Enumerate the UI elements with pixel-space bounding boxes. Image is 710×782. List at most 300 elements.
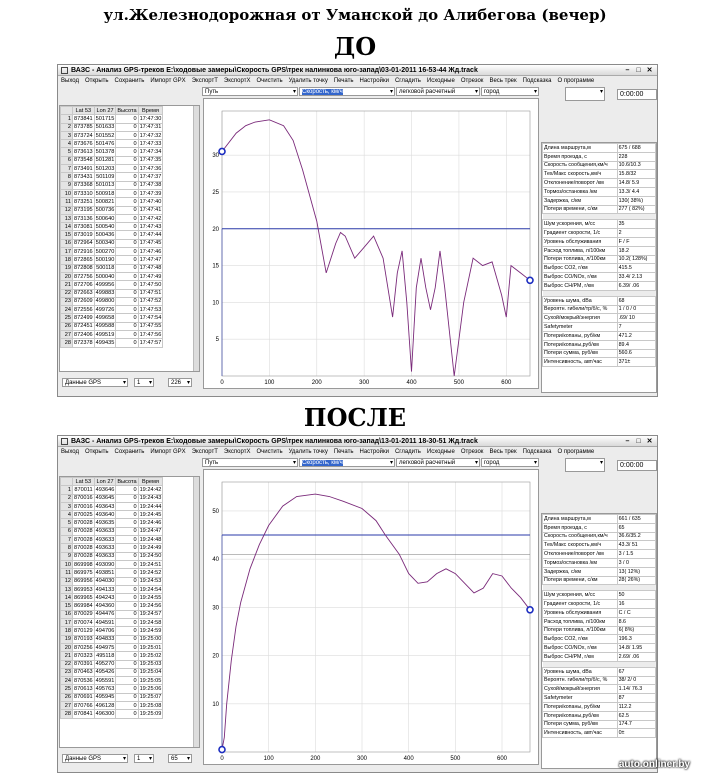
table-row[interactable] [61,569,163,577]
grid-cell[interactable]: 17:47:44 [139,232,162,239]
grid-cell[interactable]: 500340 [95,240,115,247]
grid-cell[interactable]: 499956 [95,281,115,288]
table-row[interactable] [61,660,163,668]
grid-cell[interactable]: 869998 [74,561,93,568]
grid-cell[interactable]: 0 [116,198,138,206]
table-row[interactable] [61,560,163,568]
grid-cell[interactable]: 873136 [74,215,93,222]
menu-item[interactable]: Настройки [359,449,389,455]
grid-cell[interactable]: 17:47:42 [139,215,162,222]
table-row[interactable] [61,148,163,156]
grid-cell[interactable]: 0 [116,214,138,222]
table-row[interactable] [61,131,163,139]
grid-cell[interactable]: 873081 [74,223,93,230]
table-row[interactable] [61,206,163,214]
grid-cell[interactable]: 500540 [95,223,115,230]
table-row[interactable] [61,256,163,264]
grid-cell[interactable]: 500436 [95,232,115,239]
y-axis-dropdown[interactable] [299,87,395,96]
grid-cell[interactable]: 501552 [95,132,115,139]
grid-cell[interactable]: 0 [116,331,138,339]
table-row[interactable] [61,643,163,651]
grid-cell[interactable]: 870536 [74,677,93,684]
start-marker[interactable] [219,148,225,154]
grid-cell[interactable]: 0 [116,223,138,231]
table-row[interactable] [61,519,163,527]
menu-item[interactable]: Отрезок [460,449,484,455]
table-row[interactable] [61,652,163,660]
grid-cell[interactable]: 19:24:53 [139,578,162,585]
menu-item[interactable]: Выход [61,449,79,455]
grid-cell[interactable]: 19:24:57 [139,611,162,618]
grid-cell[interactable]: 501013 [95,182,115,189]
grid-cell[interactable]: 0 [116,123,138,131]
table-row[interactable] [61,140,163,148]
menu-item[interactable]: Подсказка [522,78,552,84]
grid-cell[interactable]: 495270 [95,661,115,668]
table-row[interactable] [61,223,163,231]
grid-cell[interactable]: 17:47:51 [139,290,162,297]
grid-cell[interactable]: 870028 [74,545,93,552]
grid-column-header[interactable]: Время [138,478,163,486]
menu-item[interactable]: ЭкспортX [223,78,251,84]
table-row[interactable] [61,322,163,330]
grid-cell[interactable]: 19:25:00 [139,636,162,643]
end-marker[interactable] [527,607,533,613]
menu-item[interactable]: Отрезок [460,78,484,84]
grid-cell[interactable]: 494360 [95,603,115,610]
grid-cell[interactable]: 0 [116,231,138,239]
grid-cell[interactable]: 17:47:39 [139,190,162,197]
grid-cell[interactable]: 0 [116,619,138,627]
grid-column-header[interactable]: Высота [117,107,137,114]
grid-cell[interactable]: 499800 [95,298,115,305]
table-row[interactable] [61,231,163,239]
grid-column-header[interactable]: Время [138,107,163,115]
table-row[interactable] [61,239,163,247]
grid-cell[interactable]: 493643 [95,503,115,510]
menu-item[interactable]: Выход [61,78,79,84]
table-row[interactable] [61,635,163,643]
maximize-button[interactable]: □ [636,67,641,74]
grid-cell[interactable]: 19:24:45 [139,511,162,518]
grid-cell[interactable]: 872451 [74,323,93,330]
grid-cell[interactable]: 0 [116,577,138,585]
grid-cell[interactable]: 0 [116,527,138,535]
menu-item[interactable]: ЭкспортТ [191,449,218,455]
table-row[interactable] [61,297,163,305]
table-row[interactable] [61,710,163,718]
grid-cell[interactable]: 0 [116,181,138,189]
menu-item[interactable]: Очистить [256,78,283,84]
grid-cell[interactable]: 17:47:37 [139,174,162,181]
calc-mode-dropdown[interactable]: легковой расчетный ▾ [396,87,480,96]
grid-cell[interactable]: 870691 [74,694,93,701]
time-field[interactable]: 0:00:00 [617,460,657,471]
grid-cell[interactable]: 19:24:52 [139,569,162,576]
grid-cell[interactable]: 493640 [95,511,115,518]
grid-cell[interactable]: 870463 [74,669,93,676]
table-row[interactable] [61,264,163,272]
grid-cell[interactable]: 17:47:57 [139,339,162,346]
grid-cell[interactable]: 17:47:36 [139,165,162,172]
grid-cell[interactable]: 0 [116,256,138,264]
y-axis-dropdown[interactable] [299,458,395,467]
grid-cell[interactable]: 19:24:49 [139,545,162,552]
menu-item[interactable]: Печать [333,78,354,84]
table-row[interactable] [61,173,163,181]
menu-item[interactable]: Весь трек [489,449,517,455]
grid-cell[interactable]: 870016 [74,503,93,510]
grid-cell[interactable]: 493633 [95,553,115,560]
grid-cell[interactable]: 0 [116,306,138,314]
grid-cell[interactable]: 872556 [74,306,93,313]
grid-cell[interactable]: 17:47:45 [139,240,162,247]
grid-cell[interactable]: 872663 [74,290,93,297]
table-row[interactable] [61,339,163,347]
grid-cell[interactable]: 495426 [95,669,115,676]
grid-cell[interactable]: 501281 [95,157,115,164]
grid-cell[interactable]: 17:47:32 [139,132,162,139]
grid-cell[interactable]: 19:25:08 [139,702,162,709]
grid-cell[interactable]: 0 [116,519,138,527]
grid-cell[interactable]: 0 [116,594,138,602]
grid-cell[interactable]: 19:25:06 [139,686,162,693]
grid-cell[interactable]: 0 [116,643,138,651]
grid-cell[interactable]: 500040 [95,273,115,280]
grid-cell[interactable]: 499588 [95,323,115,330]
grid-cell[interactable]: 0 [116,602,138,610]
grid-cell[interactable]: 869965 [74,594,93,601]
grid-cell[interactable]: 0 [116,239,138,247]
grid-cell[interactable]: 19:25:01 [139,644,162,651]
grid-cell[interactable]: 19:24:54 [139,586,162,593]
grid-cell[interactable]: 501109 [96,174,115,181]
grid-cell[interactable]: 873431 [74,174,93,181]
grid-cell[interactable]: 0 [116,131,138,139]
grid-cell[interactable]: 17:47:52 [139,298,162,305]
grid-cell[interactable]: 501378 [95,149,115,156]
grid-cell[interactable]: 0 [116,677,138,685]
grid-cell[interactable]: 493851 [95,569,115,576]
grid-cell[interactable]: 870256 [74,644,93,651]
menu-item[interactable]: Открыть [84,449,109,455]
menu-item[interactable]: Сгладить [394,449,421,455]
grid-cell[interactable]: 870016 [74,495,93,502]
grid-cell[interactable]: 494030 [95,578,115,585]
grid-cell[interactable]: 496128 [95,702,115,709]
grid-cell[interactable]: 495118 [96,652,115,659]
table-row[interactable] [61,585,163,593]
grid-cell[interactable]: 17:47:30 [139,115,162,122]
table-row[interactable] [61,552,163,560]
grid-cell[interactable]: 873785 [74,124,93,131]
area-dropdown[interactable]: город ▾ [481,87,539,96]
grid-cell[interactable]: 19:24:50 [139,553,162,560]
table-row[interactable] [61,281,163,289]
table-row[interactable] [61,156,163,164]
count-field[interactable]: 226 ▾ [168,378,192,387]
speed-chart[interactable] [203,98,539,389]
menu-item[interactable]: Удалить точку [288,78,328,84]
grid-cell[interactable]: 19:24:59 [139,627,162,634]
grid-cell[interactable]: 17:47:38 [139,182,162,189]
grid-cell[interactable]: 19:24:44 [139,503,162,510]
grid-cell[interactable]: 0 [116,339,138,347]
grid-cell[interactable]: 0 [116,652,138,660]
menu-item[interactable]: О программе [557,78,595,84]
grid-cell[interactable]: 870028 [74,528,93,535]
area-dropdown[interactable]: город ▾ [481,458,539,467]
menu-item[interactable]: Исходные [426,449,455,455]
maximize-button[interactable]: □ [636,438,641,445]
grid-cell[interactable]: 0 [116,281,138,289]
grid-cell[interactable]: 17:47:47 [139,256,162,263]
grid-cell[interactable]: 873613 [74,149,93,156]
grid-cell[interactable]: 869953 [74,586,93,593]
grid-cell[interactable]: 0 [116,156,138,164]
menu-item[interactable]: Подсказка [522,449,552,455]
grid-cell[interactable]: 873676 [74,140,93,147]
grid-scrollbar[interactable] [193,106,199,371]
grid-cell[interactable]: 17:47:41 [139,207,162,214]
table-row[interactable] [61,502,163,510]
grid-cell[interactable]: 19:25:07 [139,694,162,701]
grid-scrollbar[interactable] [193,477,199,747]
end-marker[interactable] [527,277,533,283]
grid-cell[interactable]: 19:24:48 [139,536,162,543]
x-axis-dropdown[interactable]: Путь ▾ [202,458,298,467]
table-row[interactable] [61,668,163,676]
minimize-button[interactable]: – [625,438,630,445]
table-row[interactable] [61,627,163,635]
grid-cell[interactable]: 869984 [74,603,93,610]
grid-cell[interactable]: 0 [116,536,138,544]
grid-cell[interactable]: 493633 [95,545,115,552]
grid-cell[interactable]: 17:47:40 [139,198,162,205]
table-row[interactable] [61,331,163,339]
grid-cell[interactable]: 870011 [74,486,93,493]
menu-item[interactable]: Импорт GPX [150,449,186,455]
table-row[interactable] [61,527,163,535]
grid-cell[interactable]: 873195 [74,207,93,214]
menu-item[interactable]: Печать [333,449,354,455]
grid-cell[interactable]: 873491 [74,165,93,172]
grid-cell[interactable]: 870613 [74,686,93,693]
menu-item[interactable]: Сохранить [114,449,145,455]
grid-cell[interactable]: 870323 [74,652,93,659]
menu-item[interactable]: ЭкспортТ [191,78,218,84]
grid-cell[interactable]: 870025 [74,511,93,518]
table-row[interactable] [61,198,163,206]
grid-column-header[interactable]: Lon 27 [94,107,116,115]
table-row[interactable] [61,289,163,297]
grid-cell[interactable]: 500118 [96,265,115,272]
table-row[interactable] [61,685,163,693]
grid-cell[interactable]: 495945 [95,694,115,701]
grid-cell[interactable]: 19:25:04 [139,669,162,676]
grid-cell[interactable]: 0 [116,297,138,305]
grid-cell[interactable]: 493633 [95,536,115,543]
menu-item[interactable]: ЭкспортX [223,449,251,455]
grid-cell[interactable]: 19:25:02 [139,652,162,659]
grid-cell[interactable]: 0 [116,610,138,618]
grid-cell[interactable]: 0 [116,511,138,519]
table-row[interactable] [61,165,163,173]
grid-cell[interactable]: 872865 [74,256,93,263]
grid-column-header[interactable]: Lat 53 [73,107,95,115]
grid-cell[interactable]: 494706 [95,627,115,634]
grid-cell[interactable]: 870129 [74,627,93,634]
extra-dropdown[interactable] [565,87,605,101]
table-row[interactable] [61,594,163,602]
grid-cell[interactable]: 873368 [74,182,93,189]
table-row[interactable] [61,486,163,494]
table-row[interactable] [61,314,163,322]
time-field[interactable]: 0:00:00 [617,89,657,100]
grid-cell[interactable]: 19:24:58 [139,619,162,626]
source-dropdown[interactable]: Данные GPS ▾ [62,754,128,763]
grid-cell[interactable]: 500270 [95,248,115,255]
close-button[interactable]: ✕ [646,438,653,445]
grid-cell[interactable]: 870029 [74,611,93,618]
grid-cell[interactable]: 872964 [74,240,93,247]
menu-item[interactable]: Сохранить [114,78,145,84]
menu-item[interactable]: Удалить точку [288,449,328,455]
grid-cell[interactable]: 493645 [95,495,115,502]
grid-cell[interactable]: 873019 [74,232,93,239]
grid-cell[interactable]: 0 [116,322,138,330]
grid-cell[interactable]: 0 [116,289,138,297]
grid-cell[interactable]: 0 [116,189,138,197]
grid-cell[interactable]: 17:47:56 [139,331,162,338]
table-row[interactable] [61,214,163,222]
grid-cell[interactable]: 494133 [95,586,115,593]
grid-cell[interactable]: 0 [116,206,138,214]
grid-cell[interactable]: 19:25:03 [139,661,162,668]
grid-cell[interactable]: 0 [116,494,138,502]
table-row[interactable] [61,189,163,197]
grid-cell[interactable]: 0 [116,248,138,256]
grid-cell[interactable]: 501633 [95,124,115,131]
grid-cell[interactable]: 494833 [95,636,115,643]
grid-cell[interactable]: 0 [116,585,138,593]
grid-cell[interactable]: 17:47:54 [139,315,162,322]
grid-cell[interactable]: 499519 [95,331,115,338]
grid-cell[interactable]: 19:24:51 [139,561,162,568]
grid-column-header[interactable]: Lat 53 [73,478,95,486]
grid-cell[interactable]: 872808 [74,265,93,272]
grid-cell[interactable]: 0 [116,502,138,510]
grid-cell[interactable]: 19:24:43 [139,495,162,502]
grid-cell[interactable]: 0 [116,115,138,123]
grid-cell[interactable]: 494975 [95,644,115,651]
grid-cell[interactable]: 0 [116,544,138,552]
grid-cell[interactable]: 17:47:50 [139,281,162,288]
grid-cell[interactable]: 499658 [95,315,115,322]
grid-cell[interactable]: 0 [116,560,138,568]
table-row[interactable] [61,693,163,701]
grid-cell[interactable]: 0 [116,710,138,718]
grid-cell[interactable]: 499435 [95,339,115,346]
table-row[interactable] [61,123,163,131]
grid-cell[interactable]: 0 [116,486,138,494]
grid-cell[interactable]: 17:47:43 [139,223,162,230]
grid-cell[interactable]: 499726 [95,306,115,313]
grid-cell[interactable]: 0 [116,264,138,272]
table-row[interactable] [61,536,163,544]
table-row[interactable] [61,677,163,685]
grid-cell[interactable]: 19:25:05 [139,677,162,684]
grid-cell[interactable]: 499883 [95,290,115,297]
grid-cell[interactable]: 872609 [74,298,93,305]
grid-cell[interactable]: 872499 [74,315,93,322]
source-dropdown[interactable]: Данные GPS ▾ [62,378,128,387]
table-row[interactable] [61,544,163,552]
grid-cell[interactable]: 493090 [95,561,115,568]
table-row[interactable] [61,602,163,610]
menu-item[interactable]: Очистить [256,449,283,455]
table-row[interactable] [61,610,163,618]
close-button[interactable]: ✕ [646,67,653,74]
grid-cell[interactable]: 873251 [74,198,93,205]
menu-item[interactable]: О программе [557,449,595,455]
grid-cell[interactable]: 500736 [95,207,115,214]
grid-cell[interactable]: 19:24:46 [139,520,162,527]
grid-cell[interactable]: 873310 [74,190,93,197]
grid-cell[interactable]: 873724 [74,132,93,139]
grid-cell[interactable]: 870028 [74,520,93,527]
grid-cell[interactable]: 495591 [95,677,115,684]
speed-chart[interactable] [203,469,539,765]
grid-cell[interactable]: 869975 [74,569,93,576]
grid-cell[interactable]: 501203 [95,165,115,172]
x-axis-dropdown[interactable]: Путь ▾ [202,87,298,96]
grid-cell[interactable]: 872916 [74,248,93,255]
grid-cell[interactable]: 494243 [95,594,115,601]
grid-cell[interactable]: 870074 [74,619,93,626]
menu-item[interactable]: Сгладить [394,78,421,84]
grid-cell[interactable]: 0 [116,627,138,635]
minimize-button[interactable]: – [625,67,630,74]
menu-item[interactable]: Открыть [84,78,109,84]
grid-cell[interactable]: 500190 [95,256,115,263]
grid-cell[interactable]: 496300 [95,710,115,717]
grid-cell[interactable]: 870028 [74,553,93,560]
grid-cell[interactable]: 0 [116,314,138,322]
grid-cell[interactable]: 17:47:48 [139,265,162,272]
table-row[interactable] [61,115,163,123]
table-row[interactable] [61,702,163,710]
grid-cell[interactable]: 500918 [95,190,115,197]
grid-cell[interactable]: 0 [116,140,138,148]
grid-column-header[interactable]: Lon 27 [94,478,116,486]
grid-cell[interactable]: 19:24:55 [139,594,162,601]
grid-cell[interactable]: 17:47:34 [139,149,162,156]
calc-mode-dropdown[interactable]: легковой расчетный ▾ [396,458,480,467]
grid-cell[interactable]: 0 [116,693,138,701]
grid-cell[interactable]: 17:47:33 [139,140,162,147]
grid-cell[interactable]: 493635 [95,520,115,527]
grid-cell[interactable]: 17:47:49 [139,273,162,280]
grid-cell[interactable]: 870391 [74,661,93,668]
grid-cell[interactable]: 17:47:55 [139,323,162,330]
menu-item[interactable]: Исходные [426,78,455,84]
grid-cell[interactable]: 0 [116,165,138,173]
grid-cell[interactable]: 873841 [74,115,93,122]
table-row[interactable] [61,272,163,280]
grid-cell[interactable]: 0 [116,660,138,668]
